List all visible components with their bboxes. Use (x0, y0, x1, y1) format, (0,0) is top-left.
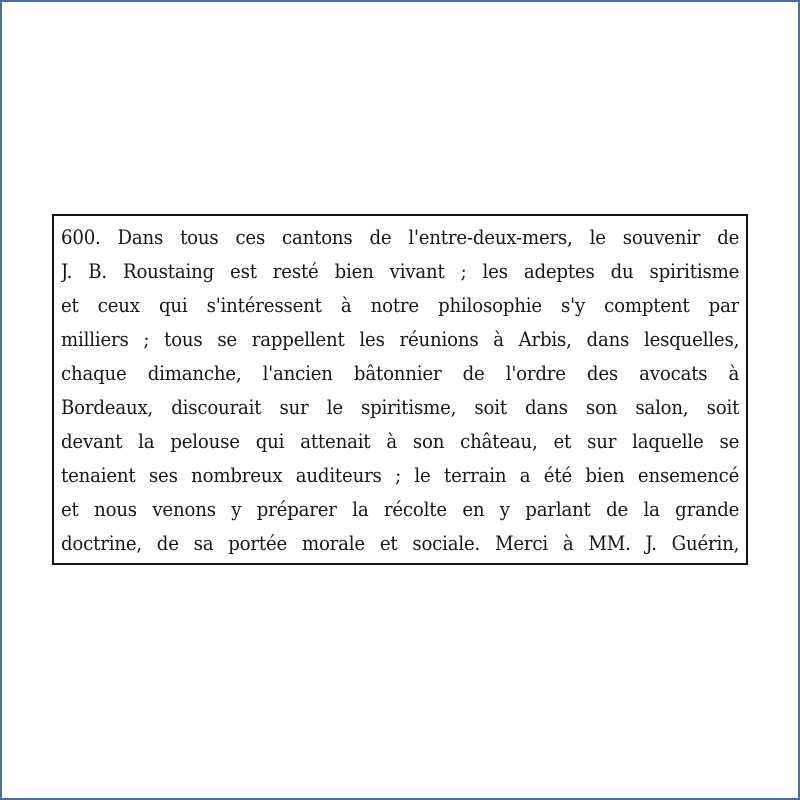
text-line-5: chaque dimanche, l'ancien bâtonnier de l'ordre des avocats à (61, 362, 740, 385)
text-line-10: doctrine, de sa portée morale et sociale. Merci à MM. J. Guérin, (61, 532, 740, 555)
text-line-7: devant la pelouse qui attenait à son château, et sur laquelle se (61, 430, 740, 453)
text-line-9: et nous venons y préparer la récolte en y parlant de la grande (61, 498, 740, 521)
text-line-6: Bordeaux, discourait sur le spiritisme, soit dans son salon, soit (61, 396, 740, 419)
text-line-4: milliers ; tous se rappellent les réunions à Arbis, dans lesquelles, (61, 328, 740, 351)
text-line-2: J. B. Roustaing est resté bien vivant ; les adeptes du spiritisme (61, 260, 740, 283)
text-line-8: tenaient ses nombreux auditeurs ; le terrain a été bien ensemencé (61, 464, 740, 487)
text-line-3: et ceux qui s'intéressent à notre philosophie s'y comptent par (61, 294, 740, 317)
text-excerpt-box (52, 214, 748, 565)
text-line-1: 600. Dans tous ces cantons de l'entre-deux-mers, le souvenir de (61, 226, 740, 249)
